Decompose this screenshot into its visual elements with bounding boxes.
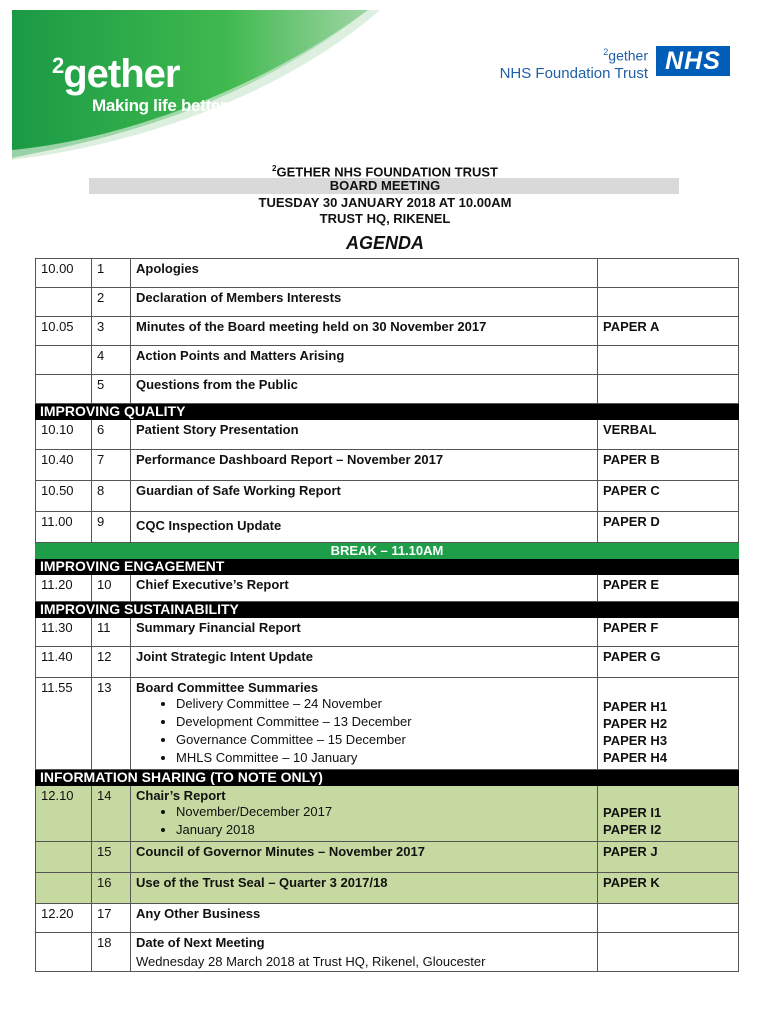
item-number: 13 bbox=[92, 678, 131, 770]
item-number: 10 bbox=[92, 575, 131, 602]
section-header-sustainability bbox=[36, 602, 739, 618]
paper-ref: PAPER A bbox=[598, 317, 739, 346]
table-row bbox=[36, 618, 739, 647]
table-row bbox=[36, 575, 739, 602]
item-number: 7 bbox=[92, 450, 131, 481]
next-meeting-detail: Wednesday 28 March 2018 at Trust HQ, Rikenel, Gloucester bbox=[136, 954, 486, 969]
paper-ref: PAPER K bbox=[598, 873, 739, 904]
paper-ref: PAPER I2 bbox=[603, 822, 662, 837]
meeting-venue: TRUST HQ, RIKENEL bbox=[319, 211, 451, 226]
item-title: Date of Next Meeting bbox=[136, 935, 265, 950]
paper-ref: PAPER F bbox=[598, 618, 739, 647]
paper-ref bbox=[598, 346, 739, 375]
item-number: 18 bbox=[92, 933, 131, 972]
item-title: Summary Financial Report bbox=[131, 618, 598, 647]
section-header-info bbox=[36, 770, 739, 786]
break-row bbox=[36, 543, 739, 559]
time-cell: 12.20 bbox=[36, 904, 92, 933]
section-label: IMPROVING SUSTAINABILITY bbox=[36, 602, 739, 618]
meeting-title: BOARD MEETING bbox=[329, 178, 441, 193]
item-number: 3 bbox=[92, 317, 131, 346]
list-item: • MHLS Committee – 10 January bbox=[176, 749, 592, 767]
section-header-quality bbox=[36, 404, 739, 420]
paper-ref: PAPER B bbox=[598, 450, 739, 481]
item-number: 1 bbox=[92, 259, 131, 288]
list-item: • Governance Committee – 15 December bbox=[176, 731, 592, 749]
item-title: Declaration of Members Interests bbox=[131, 288, 598, 317]
paper-ref: PAPER H3 bbox=[603, 733, 668, 748]
time-cell: 11.30 bbox=[36, 618, 92, 647]
item-title: Patient Story Presentation bbox=[131, 420, 598, 450]
item-cell bbox=[131, 933, 598, 972]
item-number: 5 bbox=[92, 375, 131, 404]
section-label: IMPROVING QUALITY bbox=[36, 404, 739, 420]
paper-ref bbox=[598, 288, 739, 317]
table-row bbox=[36, 288, 739, 317]
paper-ref: PAPER D bbox=[598, 512, 739, 543]
item-number: 14 bbox=[92, 786, 131, 842]
section-label: IMPROVING ENGAGEMENT bbox=[36, 559, 739, 575]
item-title: CQC Inspection Update bbox=[131, 512, 598, 543]
org-title-prefix: 2 bbox=[272, 164, 277, 173]
section-label: INFORMATION SHARING (TO NOTE ONLY) bbox=[36, 770, 739, 786]
agenda-heading: AGENDA bbox=[345, 233, 424, 253]
time-cell: 11.20 bbox=[36, 575, 92, 602]
item-cell bbox=[131, 786, 598, 842]
table-row bbox=[36, 317, 739, 346]
trust-logo-word: gether bbox=[608, 47, 648, 64]
item-title: Board Committee Summaries bbox=[136, 680, 319, 695]
logo-word: gether bbox=[63, 52, 180, 96]
time-cell: 10.05 bbox=[36, 317, 92, 346]
table-row bbox=[36, 450, 739, 481]
paper-ref bbox=[598, 933, 739, 972]
item-title: Questions from the Public bbox=[131, 375, 598, 404]
logo-tagline: Making life better bbox=[92, 96, 227, 115]
time-cell: 10.50 bbox=[36, 481, 92, 512]
time-cell bbox=[36, 288, 92, 317]
next-meeting-row bbox=[36, 933, 739, 972]
table-row bbox=[36, 873, 739, 904]
item-number: 8 bbox=[92, 481, 131, 512]
trust-logo-prefix: 2 bbox=[603, 47, 609, 57]
gether-logo bbox=[52, 46, 226, 116]
logo-prefix: 2 bbox=[52, 53, 64, 78]
paper-ref: PAPER H2 bbox=[603, 716, 668, 731]
paper-ref bbox=[598, 375, 739, 404]
paper-ref: VERBAL bbox=[598, 420, 739, 450]
section-header-engagement bbox=[36, 559, 739, 575]
list-item: • Delivery Committee – 24 November bbox=[176, 695, 592, 713]
time-cell bbox=[36, 346, 92, 375]
item-number: 2 bbox=[92, 288, 131, 317]
item-number: 11 bbox=[92, 618, 131, 647]
time-cell bbox=[36, 873, 92, 904]
org-title-text: GETHER NHS FOUNDATION TRUST bbox=[276, 164, 498, 180]
paper-ref bbox=[598, 259, 739, 288]
item-title: Minutes of the Board meeting held on 30 November 2017 bbox=[131, 317, 598, 346]
paper-ref: PAPER H1 bbox=[603, 699, 668, 714]
item-number: 6 bbox=[92, 420, 131, 450]
table-row bbox=[36, 259, 739, 288]
paper-ref: PAPER H4 bbox=[603, 750, 668, 765]
paper-ref: PAPER C bbox=[598, 481, 739, 512]
item-number: 9 bbox=[92, 512, 131, 543]
nhs-logo: NHS bbox=[656, 46, 730, 76]
item-cell bbox=[131, 678, 598, 770]
item-title: Apologies bbox=[131, 259, 598, 288]
item-title: Chair’s Report bbox=[136, 788, 226, 803]
paper-ref: PAPER I1 bbox=[603, 805, 662, 820]
item-title: Use of the Trust Seal – Quarter 3 2017/18 bbox=[131, 873, 598, 904]
item-number: 4 bbox=[92, 346, 131, 375]
committee-list bbox=[136, 695, 592, 767]
item-title: Chief Executive’s Report bbox=[131, 575, 598, 602]
paper-ref: PAPER J bbox=[598, 842, 739, 873]
paper-refs bbox=[598, 678, 739, 770]
time-cell: 12.10 bbox=[36, 786, 92, 842]
table-row bbox=[36, 346, 739, 375]
table-row bbox=[36, 375, 739, 404]
chair-row bbox=[36, 786, 739, 842]
table-row bbox=[36, 512, 739, 543]
time-cell: 11.40 bbox=[36, 647, 92, 678]
time-cell: 10.00 bbox=[36, 259, 92, 288]
time-cell bbox=[36, 933, 92, 972]
item-number: 17 bbox=[92, 904, 131, 933]
table-row bbox=[36, 647, 739, 678]
agenda-table bbox=[35, 258, 739, 972]
chair-list bbox=[136, 803, 592, 839]
table-row bbox=[36, 481, 739, 512]
table-row bbox=[36, 842, 739, 873]
table-row bbox=[36, 420, 739, 450]
break-label: BREAK – 11.10AM bbox=[36, 543, 739, 559]
trust-logo-name: NHS Foundation Trust bbox=[499, 64, 648, 82]
list-item: • January 2018 bbox=[176, 821, 592, 839]
item-title: Guardian of Safe Working Report bbox=[131, 481, 598, 512]
item-title: Joint Strategic Intent Update bbox=[131, 647, 598, 678]
list-item: • Development Committee – 13 December bbox=[176, 713, 592, 731]
item-number: 15 bbox=[92, 842, 131, 873]
committee-row bbox=[36, 678, 739, 770]
list-item: • November/December 2017 bbox=[176, 803, 592, 821]
paper-refs bbox=[598, 786, 739, 842]
paper-ref: PAPER E bbox=[598, 575, 739, 602]
item-number: 12 bbox=[92, 647, 131, 678]
time-cell: 10.10 bbox=[36, 420, 92, 450]
time-cell bbox=[36, 842, 92, 873]
item-title: Action Points and Matters Arising bbox=[131, 346, 598, 375]
time-cell bbox=[36, 375, 92, 404]
table-row bbox=[36, 904, 739, 933]
item-title: Performance Dashboard Report – November 2017 bbox=[131, 450, 598, 481]
time-cell: 11.00 bbox=[36, 512, 92, 543]
item-number: 16 bbox=[92, 873, 131, 904]
time-cell: 11.55 bbox=[36, 678, 92, 770]
paper-ref bbox=[598, 904, 739, 933]
time-cell: 10.40 bbox=[36, 450, 92, 481]
meeting-date: TUESDAY 30 JANUARY 2018 AT 10.00AM bbox=[258, 195, 512, 210]
trust-logo bbox=[500, 44, 648, 82]
item-title: Council of Governor Minutes – November 2017 bbox=[131, 842, 598, 873]
paper-ref: PAPER G bbox=[598, 647, 739, 678]
item-title: Any Other Business bbox=[131, 904, 598, 933]
